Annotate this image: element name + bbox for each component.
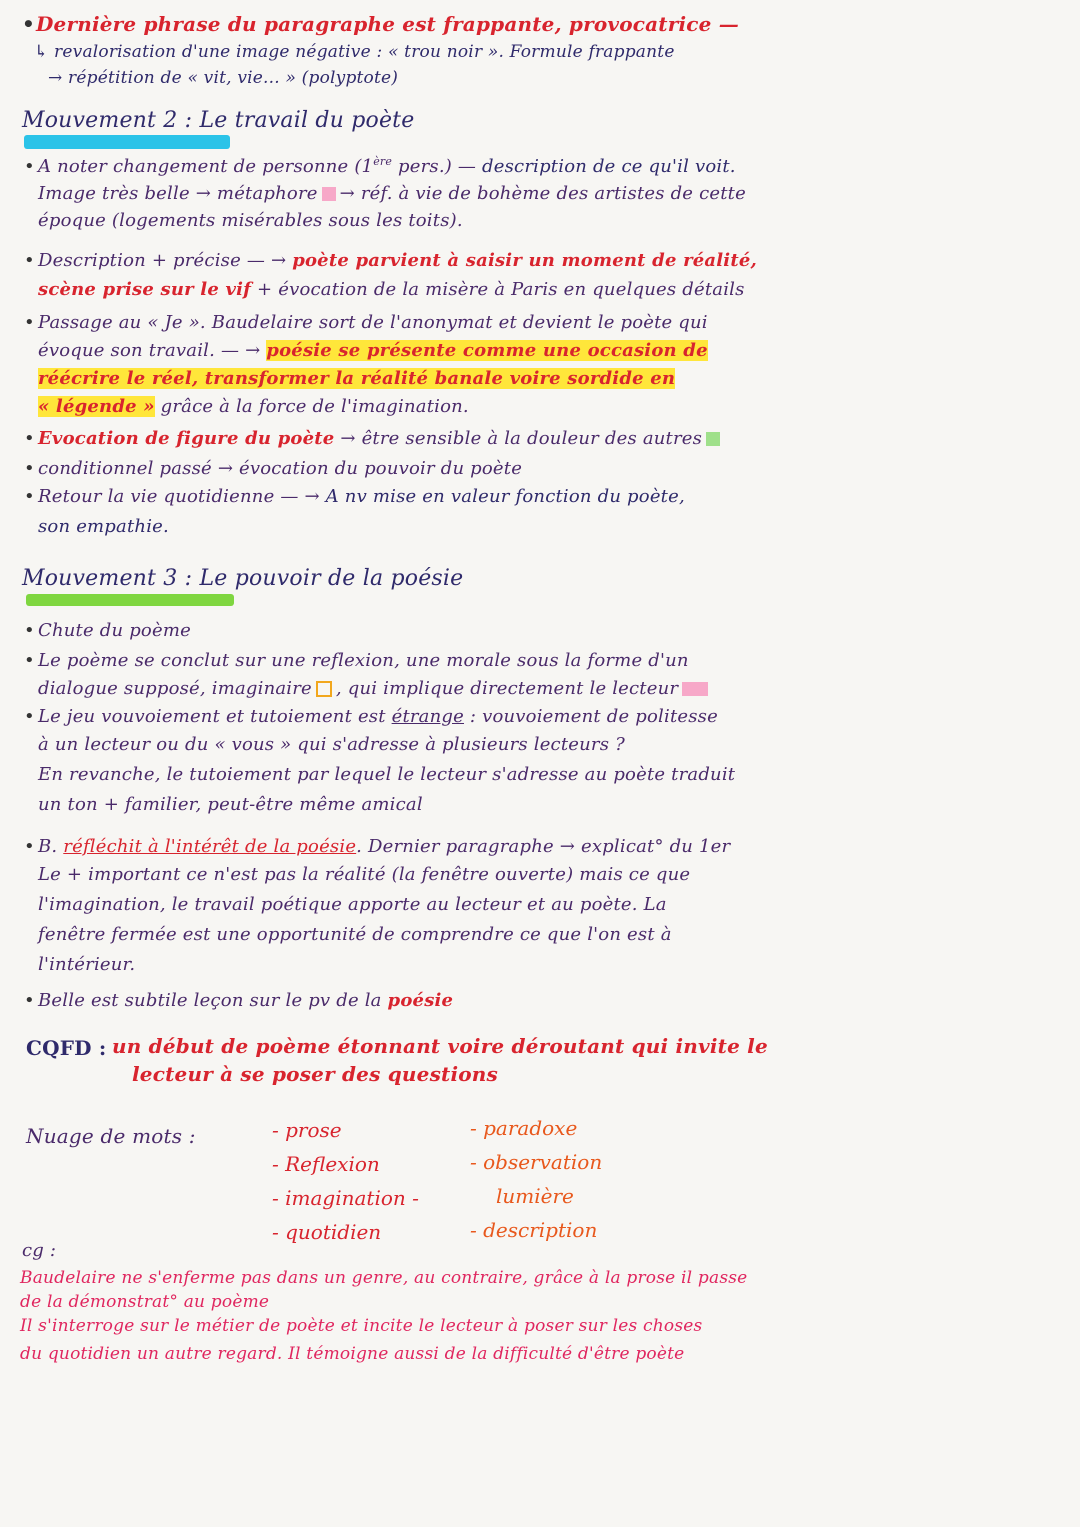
mvt3-b2-l2: dialogue supposé, imaginaire , qui implique directement le lecteur [38, 678, 712, 699]
mvt3-b4-l3: l'imagination, le travail poétique apporte au lecteur et au poète. La [38, 894, 667, 915]
nuage-word: - imagination - [272, 1186, 419, 1210]
mvt2-b3-l1: • Passage au « Je ». Baudelaire sort de l'anonymat et devient le poète qui [24, 312, 708, 333]
nuage-col-1 [272, 1118, 419, 1254]
mvt2-b5: • conditionnel passé → évocation du pouvoir du poète [24, 458, 523, 479]
mvt2-b2-l1: • Description + précise — → poète parvient à saisir un moment de réalité, [24, 250, 757, 271]
mvt2-b3-l2: évoque son travail. — → poésie se présente comme une occasion de [38, 340, 708, 361]
mvt2-title: Mouvement 2 : Le travail du poète [22, 108, 415, 133]
mvt3-b3-l4: un ton + familier, peut-être même amical [38, 794, 423, 815]
nuage-word: lumière [496, 1184, 574, 1208]
cqfd-line-1: un début de poème étonnant voire déroutant qui invite le [112, 1034, 768, 1058]
mvt2-b1-l1: • A noter changement de personne (1ère pers.) — description de ce qu'il voit. [24, 155, 736, 177]
cqfd-label: CQFD : [26, 1036, 107, 1060]
mvt3-title: Mouvement 3 : Le pouvoir de la poésie [22, 566, 464, 591]
mvt2-b3-l3: réécrire le réel, transformer la réalité banale voire sordide en [38, 368, 676, 389]
intro-line-2: ↳ revalorisation d'une image négative : « trou noir ». Formule frappante [34, 42, 675, 62]
nuage-word: - Reflexion [272, 1152, 380, 1176]
mvt3-b3-l1: • Le jeu vouvoiement et tutoiement est étrange : vouvoiement de politesse [24, 706, 718, 727]
nuage-word: - prose [272, 1118, 342, 1142]
cg-line-4: du quotidien un autre regard. Il témoigne aussi de la difficulté d'être poète [20, 1344, 685, 1364]
nuage-label: Nuage de mots : [26, 1124, 196, 1148]
mvt3-b4-l1: • B. réfléchit à l'intérêt de la poésie. Dernier paragraphe → explicat° du 1er [24, 836, 731, 857]
orange-outline-swatch-icon [316, 681, 332, 697]
mvt3-b3-l2: à un lecteur ou du « vous » qui s'adresse à plusieurs lecteurs ? [38, 734, 625, 755]
mvt2-b6-l1: • Retour la vie quotidienne — → A nv mise en valeur fonction du poète, [24, 486, 685, 507]
nuage-word: - description [470, 1218, 598, 1242]
title-highlight-green [26, 594, 234, 606]
mvt3-b3-l3: En revanche, le tutoiement par lequel le lecteur s'adresse au poète traduit [38, 764, 736, 785]
nuage-word: - quotidien [272, 1220, 382, 1244]
mvt2-b6-l2: son empathie. [38, 516, 169, 537]
mvt2-b4: • Evocation de figure du poète → être sensible à la douleur des autres [24, 428, 724, 449]
mvt2-b1-l2: Image très belle → métaphore → réf. à vie de bohème des artistes de cette [38, 183, 746, 204]
mvt2-b2-l2: scène prise sur le vif + évocation de la misère à Paris en quelques détails [38, 279, 745, 300]
mvt3-b2-l1: • Le poème se conclut sur une reflexion, une morale sous la forme d'un [24, 650, 689, 671]
pink-swatch-icon [322, 187, 336, 201]
pink-swatch-icon [682, 682, 708, 696]
intro-line-3: → répétition de « vit, vie... » (polyptote) [48, 68, 399, 88]
cqfd-line-2: lecteur à se poser des questions [132, 1062, 498, 1086]
mvt3-b4-l2: Le + important ce n'est pas la réalité (la fenêtre ouverte) mais ce que [38, 864, 691, 885]
nuage-word: - paradoxe [470, 1116, 578, 1140]
mvt2-b3-l4: « légende » grâce à la force de l'imagination. [38, 396, 469, 417]
cg-line-1: Baudelaire ne s'enferme pas dans un genre, au contraire, grâce à la prose il passe [20, 1268, 748, 1288]
mvt3-b4-l4: fenêtre fermée est une opportunité de comprendre ce que l'on est à [38, 924, 672, 945]
nuage-col-2 [470, 1116, 602, 1252]
cg-label: cg : [22, 1240, 57, 1261]
mvt3-b5: • Belle est subtile leçon sur le pv de la poésie [24, 990, 454, 1011]
title-highlight-blue [24, 135, 230, 149]
green-swatch-icon [706, 432, 720, 446]
nuage-word: - observation [470, 1150, 603, 1174]
mvt2-b1-l3: époque (logements misérables sous les toits). [38, 210, 463, 231]
cg-line-2: de la démonstrat° au poème [20, 1292, 270, 1312]
mvt3-b4-l5: l'intérieur. [38, 954, 136, 975]
cg-line-3: Il s'interroge sur le métier de poète et incite le lecteur à poser sur les choses [20, 1316, 703, 1336]
mvt3-b1: • Chute du poème [24, 620, 191, 641]
intro-line-1: •Dernière phrase du paragraphe est frappante, provocatrice — [22, 12, 739, 36]
